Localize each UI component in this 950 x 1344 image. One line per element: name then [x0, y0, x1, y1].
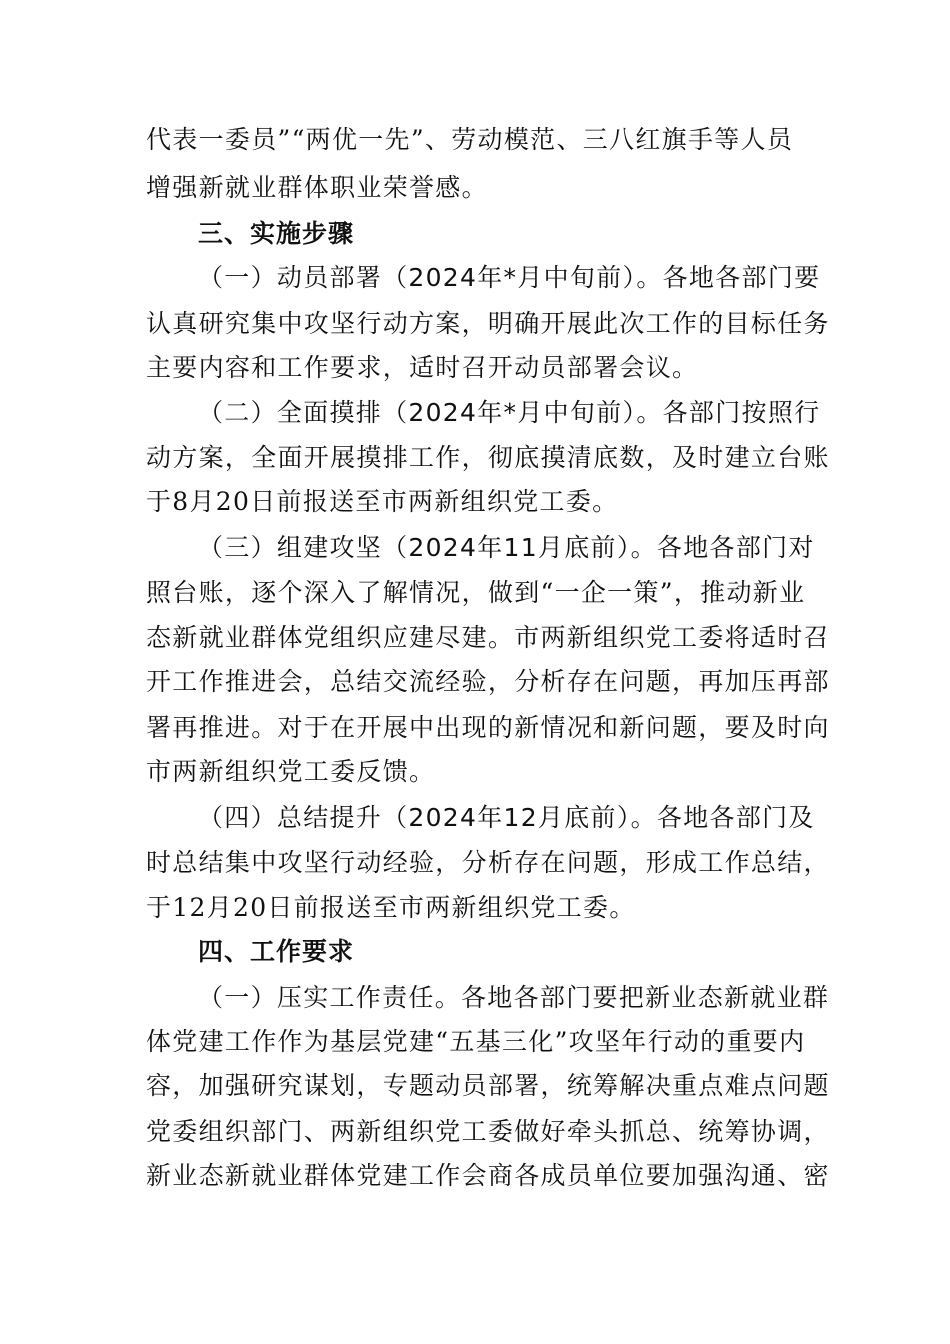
paragraph-line: 照台账，逐个深入了解情况，做到“一企一策”，推动新业 [146, 578, 806, 607]
section-heading-work-requirements: 四、工作要求 [198, 937, 355, 966]
paragraph-line: 容，加强研究谋划，专题动员部署，统筹解决重点难点问题 [146, 1071, 830, 1100]
paragraph-line: 开工作推进会，总结交流经验，分析存在问题，再加压再部 [146, 667, 830, 696]
paragraph-line: 时总结集中攻坚行动经验，分析存在问题，形成工作总结， [146, 848, 830, 877]
step-1-heading-line: （一）动员部署（2024年*月中旬前）。各地各部门要 [198, 263, 821, 292]
paragraph-line: 市两新组织党工委反馈。 [146, 757, 436, 786]
paragraph-line: 态新就业群体党组织应建尽建。市两新组织党工委将适时召 [146, 623, 830, 652]
paragraph-line: 认真研究集中攻坚行动方案，明确开展此次工作的目标任务 [146, 309, 830, 338]
section-heading-implementation-steps: 三、实施步骤 [198, 219, 355, 248]
requirement-1-heading-line: （一）压实工作责任。各地各部门要把新业态新就业群 [198, 983, 830, 1012]
paragraph-line: 党委组织部门、两新组织党工委做好牵头抓总、统筹协调， [146, 1117, 830, 1146]
paragraph-line: 体党建工作作为基层党建“五基三化”攻坚年行动的重要内 [146, 1027, 806, 1056]
step-3-heading-line: （三）组建攻坚（2024年11月底前）。各地各部门对 [198, 533, 815, 562]
step-4-heading-line: （四）总结提升（2024年12月底前）。各地各部门及 [198, 803, 815, 832]
paragraph-line: 代表一委员”“两优一先”、劳动模范、三八红旗手等人员 [146, 125, 794, 154]
step-2-heading-line: （二）全面摸排（2024年*月中旬前）。各部门按照行 [198, 398, 821, 427]
paragraph-line: 新业态新就业群体党建工作会商各成员单位要加强沟通、密 [146, 1161, 830, 1190]
paragraph-line: 于8月20日前报送至市两新组织党工委。 [146, 487, 619, 516]
paragraph-line: 主要内容和工作要求，适时召开动员部署会议。 [146, 353, 699, 382]
paragraph-line: 动方案，全面开展摸排工作，彻底摸清底数，及时建立台账 [146, 443, 830, 472]
paragraph-line: 增强新就业群体职业荣誉感。 [146, 173, 488, 202]
paragraph-line: 署再推进。对于在开展中出现的新情况和新问题，要及时向 [146, 713, 830, 742]
paragraph-line: 于12月20日前报送至市两新组织党工委。 [146, 893, 636, 922]
